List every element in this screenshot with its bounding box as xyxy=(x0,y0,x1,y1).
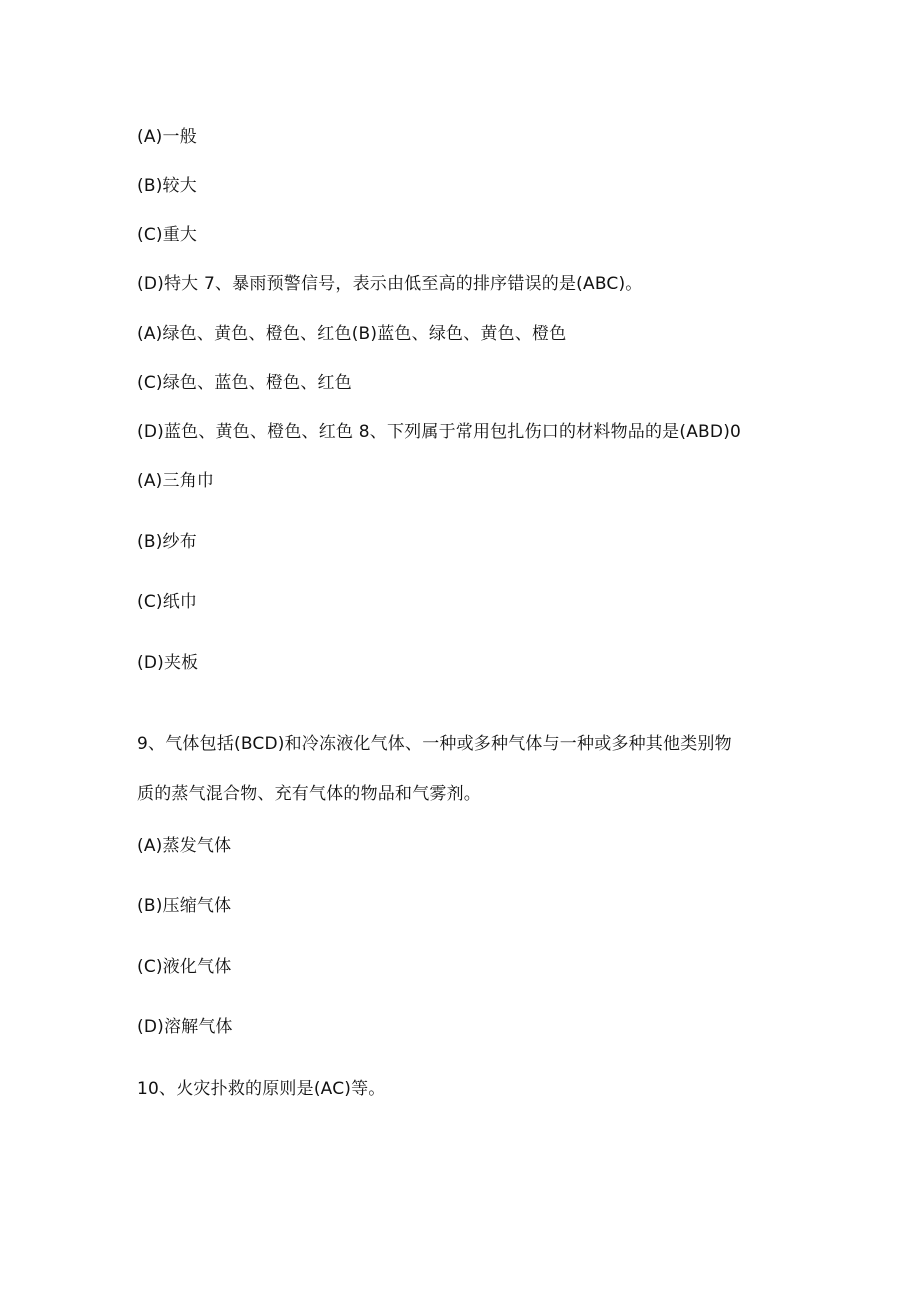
q9-question-line-1: 9、气体包括(BCD)和冷冻液化气体、一种或多种气体与一种或多种其他类别物 xyxy=(137,734,732,754)
q10-question: 10、火灾扑救的原则是(AC)等。 xyxy=(137,1079,386,1099)
q8-option-a: (A)三角巾 xyxy=(137,471,215,491)
q8-option-b: (B)纱布 xyxy=(137,532,197,552)
q6-option-c: (C)重大 xyxy=(137,225,198,245)
q7-option-a-b: (A)绿色、黄色、橙色、红色(B)蓝色、绿色、黄色、橙色 xyxy=(137,324,567,344)
q7-option-d-q8-question: (D)蓝色、黄色、橙色、红色 8、下列属于常用包扎伤口的材料物品的是(ABD)0 xyxy=(137,422,742,442)
q8-option-d: (D)夹板 xyxy=(137,653,199,673)
q9-option-a: (A)蒸发气体 xyxy=(137,836,232,856)
q6-option-b: (B)较大 xyxy=(137,176,197,196)
q9-option-c: (C)液化气体 xyxy=(137,957,232,977)
q9-option-b: (B)压缩气体 xyxy=(137,896,232,916)
q8-option-c: (C)纸巾 xyxy=(137,592,198,612)
q9-question-line-2: 质的蒸气混合物、充有气体的物品和气雾剂。 xyxy=(137,784,481,804)
q6-option-d-q7-question: (D)特大 7、暴雨预警信号，表示由低至高的排序错误的是(ABC)。 xyxy=(137,274,643,294)
q7-option-c: (C)绿色、蓝色、橙色、红色 xyxy=(137,373,352,393)
q6-option-a: (A)一般 xyxy=(137,127,197,147)
q9-option-d: (D)溶解气体 xyxy=(137,1017,233,1037)
